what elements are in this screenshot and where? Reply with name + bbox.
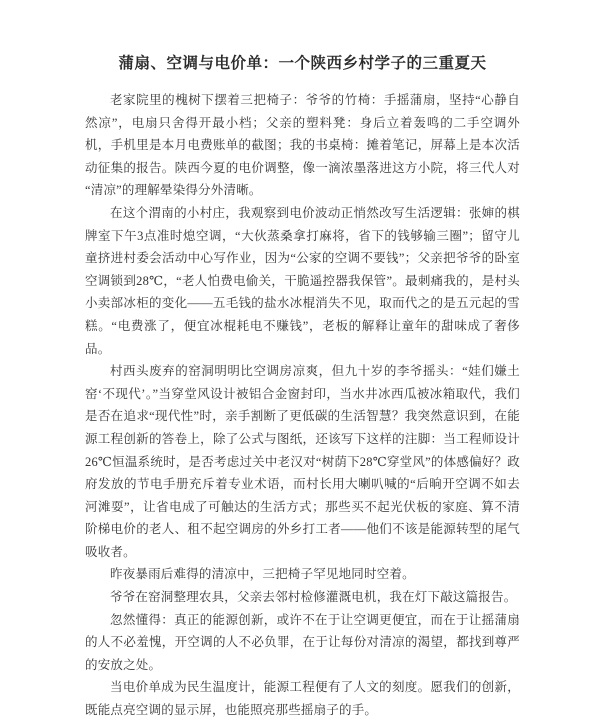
document-body [85,89,520,722]
paragraph-3: 村西头废弃的窑洞明明比空调房凉爽，但九十岁的李爷摇头：“娃们嫌土窑‘不现代’。”当穿堂风设计被铝合金窗封印，当水井冰西瓜被冰箱取代，我们是否在追求“现代性”时，亲手割断了更低碳的生活智慧？我突然意识到，在能源工程创新的答卷上，除了公式与图纸，还该写下这样的注脚：当工程师设计26℃恒温系统时，是否考虑过关中老汉对“树荫下28℃穿堂风”的体感偏好？政府发放的节电手册充斥着专业术语，而村长用大喇叭喊的“后晌开空调不如去河滩耍”，让省电成了可触达的生活方式；那些买不起光伏板的家庭、算不清阶梯电价的老人、租不起空调房的外乡打工者——他们不该是能源转型的尾气吸收者。 [85,364,520,559]
paragraph-4: 昨夜暴雨后难得的清凉中，三把椅子罕见地同时空着。 [110,567,415,582]
paragraph-1: 老家院里的槐树下摆着三把椅子：爷爷的竹椅：手摇蒲扇，坚持“心静自然凉”，电扇只舍得开最小档；父亲的塑料凳：身后立着轰鸣的二手空调外机，手机里是本月电费账单的截图；我的书桌椅：摊着笔记，屏幕上是本次活动征集的报告。陕西今夏的电价调整，像一滴浓墨落进这方小院，将三代人对“清凉”的理解晕染得分外清晰。 [85,93,520,198]
paragraph-7: 当电价单成为民生温度计，能源工程便有了人文的刻度。愿我们的创新，既能点亮空调的显示屏，也能照亮那些摇扇子的手。 [85,680,520,718]
paragraph-6: 忽然懂得：真正的能源创新，或许不在于让空调更便宜，而在于让摇蒲扇的人不必羞愧，开空调的人不必负罪，在于让每份对清凉的渴望，都找到尊严的安放之处。 [85,612,520,672]
paragraph-2: 在这个渭南的小村庄，我观察到电价波动正悄然改写生活逻辑：张婶的棋牌室下午3点准时熄空调，“大伙蒸桑拿打麻将，省下的钱够输三圈”；留守儿童挤进村委会活动中心写作业，因为“公家的空调不要钱”；父亲把爷爷的卧室空调锁到28℃，“老人怕费电偷关，干脆遥控器我保管”。最刺痛我的，是村头小卖部冰柜的变化——五毛钱的盐水冰棍消失不见，取而代之的是五元起的雪糕。“电费涨了，便宜冰棍耗电不赚钱”，老板的解释让童年的甜味成了奢侈品。 [85,205,520,356]
paragraph-5: 爷爷在窑洞整理农具，父亲去邻村检修灌溉电机，我在灯下敲这篇报告。 [110,590,517,605]
document-title: 蒲扇、空调与电价单：一个陕西乡村学子的三重夏天 [118,55,487,72]
